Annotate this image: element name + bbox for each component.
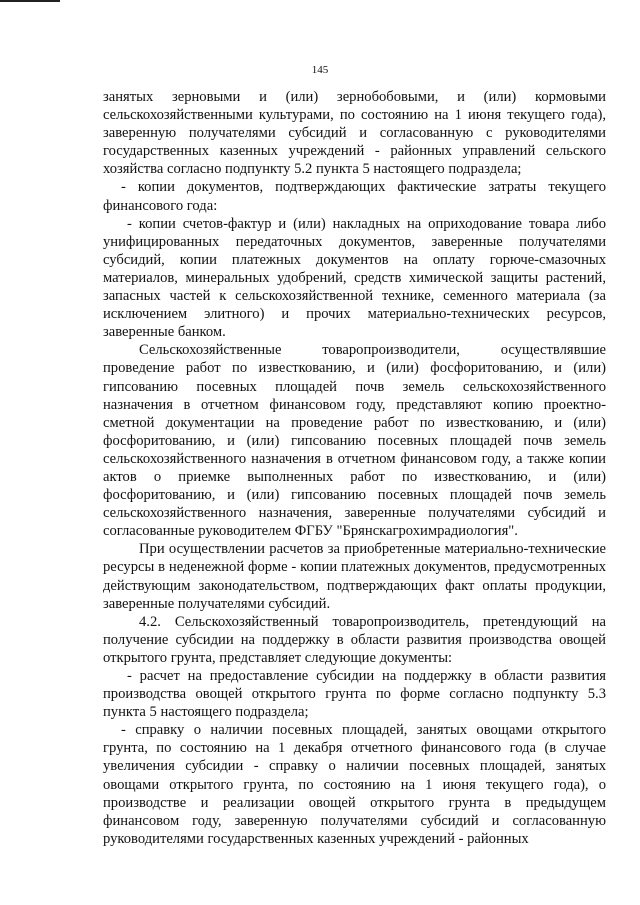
paragraph-continuation: занятых зерновыми и (или) зернобобовыми, и (или) кормовыми сельскохозяйственными культурами, по состоянию на 1 июня текущего года), заверенную получателями субсидий и согласованную с руководителями государственных казенных учреждений - районных управлений сельского хозяйства согласно подпункту 5.2 пункта 5 настоящего подраздела;: [103, 89, 606, 178]
paragraph-area-certificate: - справку о наличии посевных площадей, занятых овощами открытого грунта, по состоянию на 1 декабря отчетного финансового года (в случае увеличения субсидии - справку о наличии посевных площадей, занятых овощами открытого грунта, по состоянию на 1 июня текущего года), о производстве и реализации овощей открытого грунта в предыдущем финансовом году, заверенную получателями субсидий и согласованную руководителями государственных казенных учреждений - районных: [103, 722, 606, 847]
page-number: 145: [311, 64, 329, 76]
paragraph-subsidy-calculation: - расчет на предоставление субсидии на поддержку в области развития производства овощей открытого грунта по форме согласно подпункту 5.3 пункта 5 настоящего подраздела;: [103, 668, 606, 721]
paragraph-section-4-2: 4.2. Сельскохозяйственный товаропроизводитель, претендующий на получение субсидии на поддержку в области развития производства овощей открытого грунта, представляет следующие документы:: [103, 613, 606, 666]
document-body: [103, 88, 606, 848]
paragraph-non-monetary: При осуществлении расчетов за приобретенные материально-технические ресурсы в неденежной форме - копии платежных документов, предусмотренных действующим законодательством, подтверждающих факт оплаты продукции, заверенные получателями субсидий.: [103, 541, 606, 612]
paragraph-documents-list: - копии документов, подтверждающих фактические затраты текущего финансового года:: [103, 179, 606, 214]
paragraph-invoices: - копии счетов-фактур и (или) накладных на оприходование товара либо унифицированных передаточных документов, заверенные получателями субсидий, копии платежных документов на оплату горюче-смазочных материалов, минеральных удобрений, средств химической защиты растений, запасных частей к сельскохозяйственной технике, семенного материала (за исключением элитного) и прочих материально-технических ресурсов, заверенные банком.: [103, 215, 606, 341]
paragraph-liming: Сельскохозяйственные товаропроизводители, осуществлявшие проведение работ по известкованию, и (или) фосфоритованию, и (или) гипсованию посевных площадей почв земель сельскохозяйственного назначения в отчетном финансовом году, представляют копию проектно-сметной документации на проведение работ по известкованию, и (или) фосфоритованию, и (или) гипсованию посевных площадей почв земель сельскохозяйственного назначения в отчетном финансовом году, а также копии актов о приемке выполненных работ по известкованию, и (или) фосфоритованию, и (или) гипсованию посевных площадей почв земель сельскохозяйственного назначения, заверенные получателями субсидий и согласованные руководителем ФГБУ "Брянскагрохимрадиология".: [103, 342, 606, 540]
scan-edge-line: [0, 0, 60, 2]
